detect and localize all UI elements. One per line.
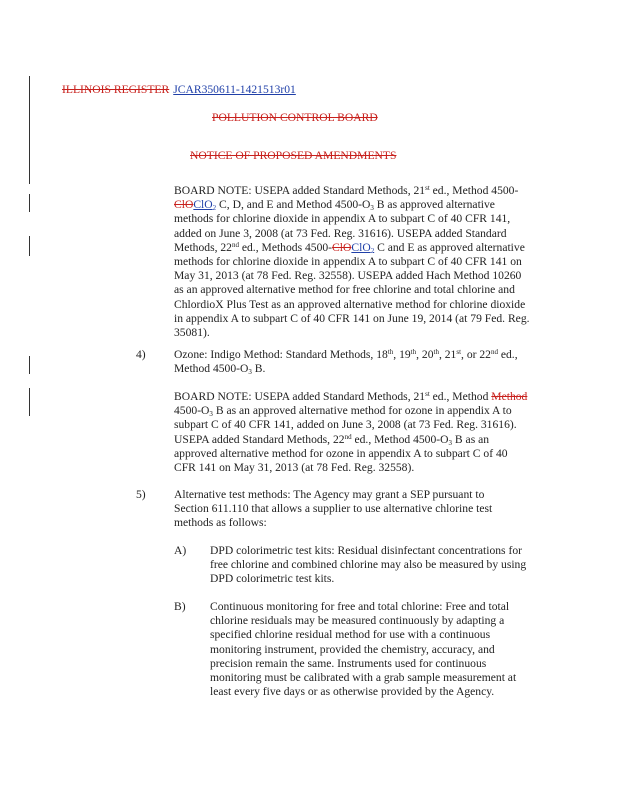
register-inserted: JCAR350611-1421513r01 <box>173 83 296 96</box>
notice-deleted: NOTICE OF PROPOSED AMENDMENTS <box>190 149 397 162</box>
item-letter: B) <box>174 600 186 613</box>
ozone-method-item: Ozone: Indigo Method: Standard Methods, 18th, 19th, 20th, 21st, or 22nd ed., Method $4500-O_3$ B. <box>174 348 518 377</box>
inserted-text: ClO$_2$ <box>193 198 217 213</box>
alternative-test-methods-item: Alternative test methods: The Agency may grant a SEP pursuant to Section 611.110 that allows a supplier to use alternative chlorine test methods as follows: <box>174 488 493 530</box>
notice-header <box>190 146 396 164</box>
register-header <box>62 80 296 98</box>
inserted-text: ClO$_2$ <box>351 240 375 255</box>
item-number: 5) <box>136 488 146 501</box>
deleted-text: ClO <box>332 240 352 254</box>
board-note-chlorine-dioxide: BOARD NOTE: USEPA added Standard Methods, 21st ed., Method 4500-ClOClO$_2$ C, D, and E and Method $4500-O_3$ B as approved alternative methods for chlorine dioxide in appendix A to subpart C of 40 CFR 141, added on June 3, 2008 (at 73 Fed. Reg. 31616). USEPA added Standard Methods, 22nd ed., Methods 4500-ClOClO$_2$ C and E as approved alternative methods for chlorine dioxide in appendix A to subpart C of 40 CFR 141 on May 31, 2013 (at 78 Fed. Reg. 32558). USEPA added Hach Method 10260 as an approved alternative method for free chlorine and total chlorine and ChlordioX Plus Test as an approved alternative method for chlorine dioxide in appendix A to subpart C of 40 CFR 141 on June 19, 2014 (at 79 Fed. Reg. 35081). <box>174 184 530 340</box>
revision-bar <box>29 356 30 374</box>
revision-bar <box>29 76 30 184</box>
item-letter: A) <box>174 544 187 557</box>
board-header <box>212 108 378 126</box>
item-number: 4) <box>136 348 146 361</box>
continuous-monitoring-item: Continuous monitoring for free and total chlorine: Free and total chlorine residuals may be measured continuously by adapting a specified chlorine residual method for use with a continuous monitoring instrument, provided the chemistry, accuracy, and precision remain the same. Instruments used for continuous monitoring must be calibrated with a grab sample measurement at least every five days or as otherwise provided by the Agency. <box>210 600 517 699</box>
register-deleted: ILLINOIS REGISTER <box>62 83 170 96</box>
revision-bar <box>29 194 30 212</box>
dpd-colorimetric-item: DPD colorimetric test kits: Residual disinfectant concentrations for free chlorine and combined chlorine may also be measured by using DPD colorimetric test kits. <box>210 544 527 586</box>
board-deleted: POLLUTION CONTROL BOARD <box>212 111 378 124</box>
deleted-text: Method <box>491 390 528 403</box>
deleted-text: ClO <box>174 198 194 212</box>
board-note-ozone: BOARD NOTE: USEPA added Standard Methods, 21st ed., Method Method $4500-O_3$ B as an approved alternative method for ozone in appendix A to subpart C of 40 CFR 141, added on June 3, 2008 (at 73 Fed. Reg. 31616). USEPA added Standard Methods, 22nd ed., Method $4500-O_3$ B as an approved alternative method for ozone in appendix A to subpart C of 40 CFR 141 on May 31, 2013 (at 78 Fed. Reg. 32558). <box>174 390 528 475</box>
revision-bar <box>29 388 30 416</box>
revision-bar <box>29 236 30 256</box>
